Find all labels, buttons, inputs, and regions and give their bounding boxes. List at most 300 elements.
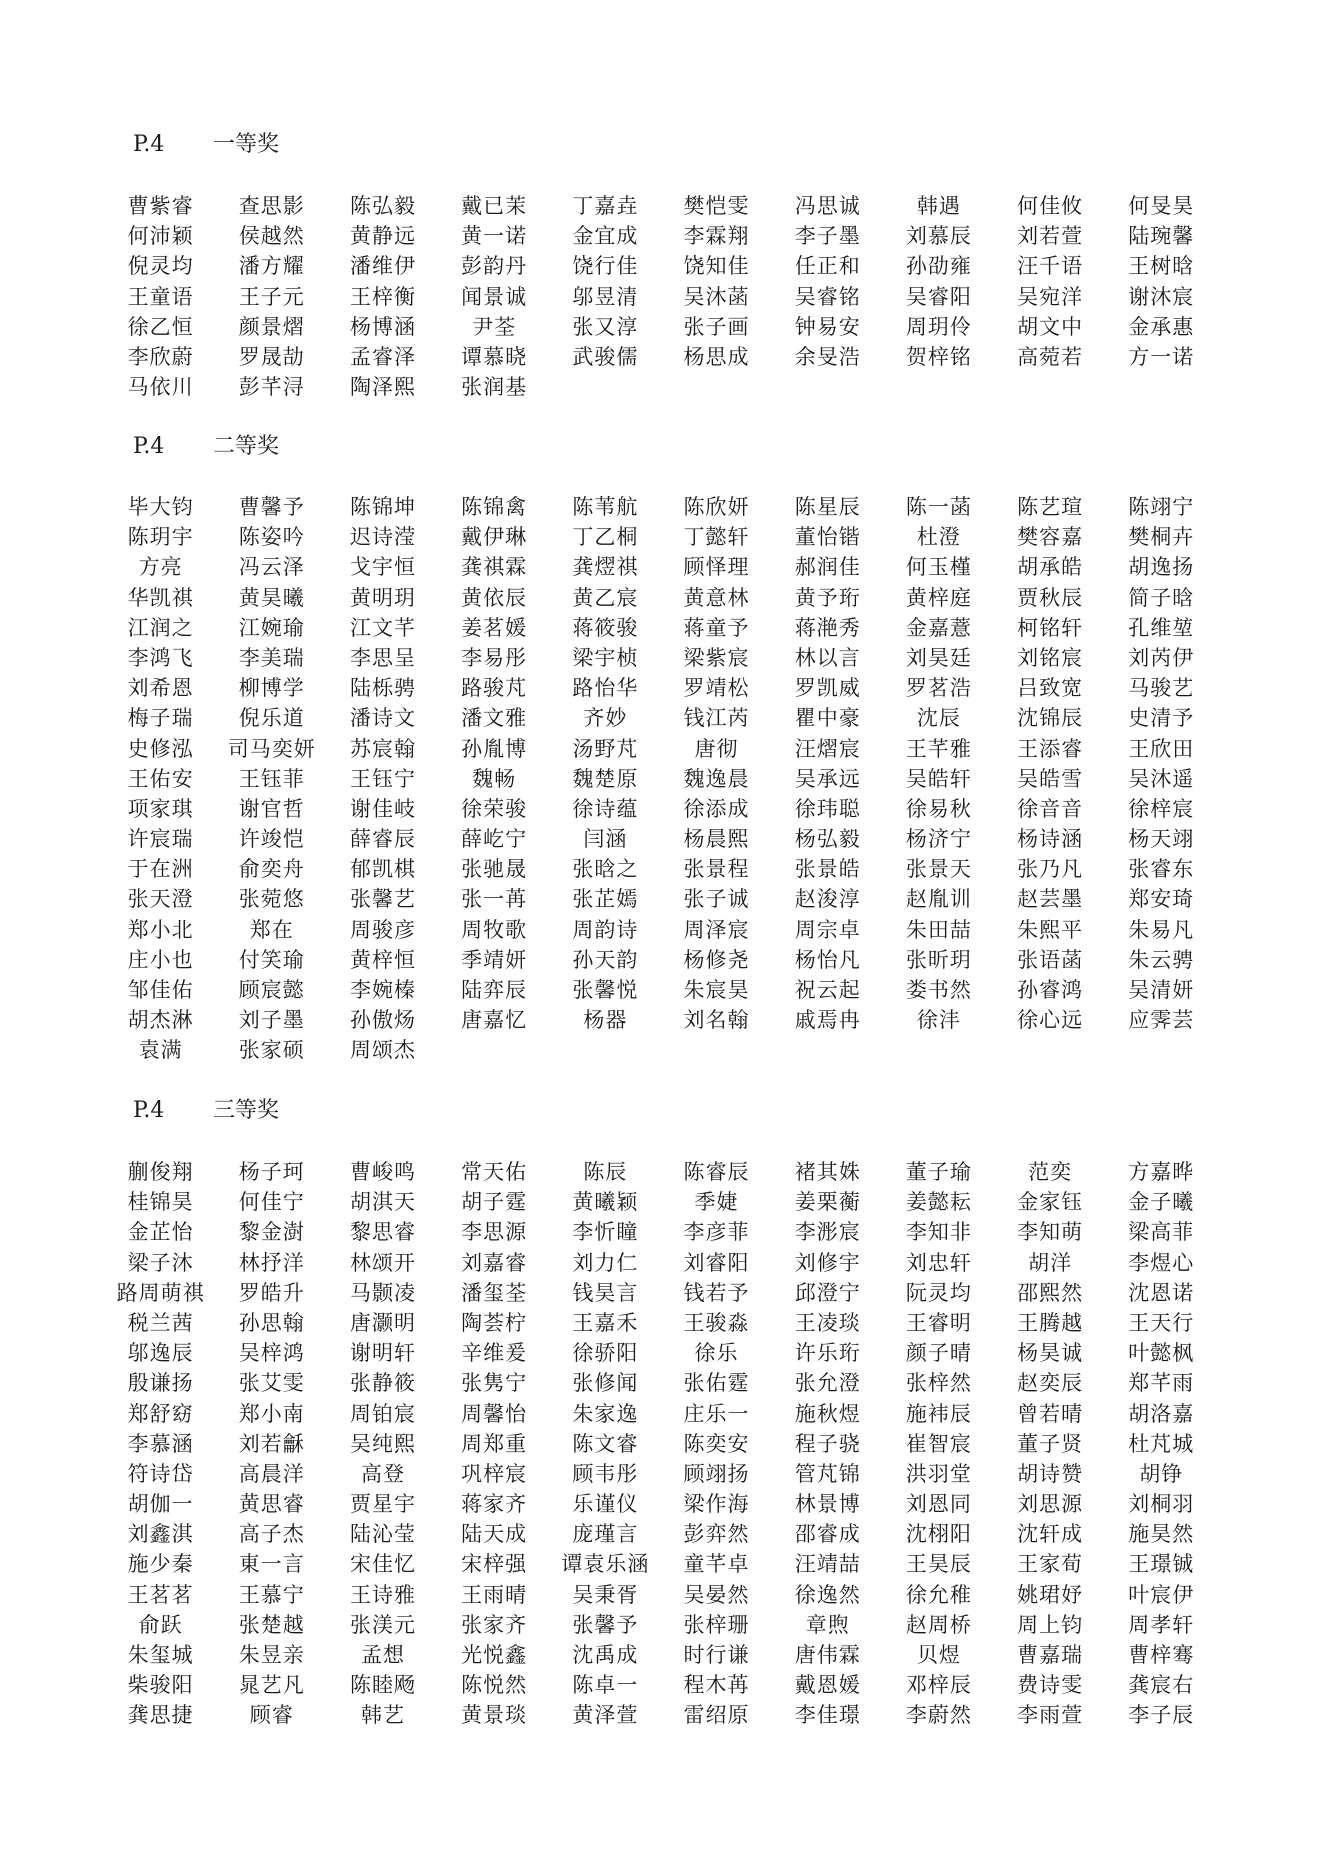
awardee-name: 陶泽熙 xyxy=(349,375,416,400)
name-row xyxy=(105,552,1217,582)
awardee-name: 贾秋辰 xyxy=(1017,585,1084,610)
awardee-name: 谭慕晓 xyxy=(461,344,528,369)
awardee-name: 陈欣妍 xyxy=(683,495,750,519)
awardee-name: 殷谦扬 xyxy=(127,1371,194,1396)
awardee-name: 史清予 xyxy=(1128,706,1195,731)
awardee-name: 张润基 xyxy=(461,375,528,400)
name-row xyxy=(105,854,1217,884)
awardee-name: 张允澄 xyxy=(794,1371,861,1396)
awardee-name: 张景天 xyxy=(905,857,972,882)
name-row xyxy=(105,1459,1217,1489)
awardee-name: 刘思源 xyxy=(1017,1492,1084,1517)
awardee-name: 柴骏阳 xyxy=(127,1673,194,1698)
awardee-name: 丁乙桐 xyxy=(572,525,639,550)
awardee-name: 吴沐遥 xyxy=(1128,766,1195,791)
awardee-name: 褚其姝 xyxy=(794,1160,861,1184)
awardee-name: 周韵诗 xyxy=(572,917,639,942)
awardee-name: 何沛颖 xyxy=(127,224,194,249)
awardee-name: 刘恩同 xyxy=(905,1492,972,1517)
awardee-name: 沈辰 xyxy=(916,706,961,731)
awardee-name: 陆天成 xyxy=(461,1522,528,1547)
awardee-name: 赵浚淳 xyxy=(794,887,861,912)
awardee-name: 刘鑫淇 xyxy=(127,1522,194,1547)
awardee-name: 张芷嫣 xyxy=(572,887,639,912)
awardee-name: 武骏儒 xyxy=(572,344,639,369)
awardee-name: 徐乐 xyxy=(694,1341,739,1366)
awardee-name: 李子墨 xyxy=(794,224,861,249)
awardee-name: 王腾越 xyxy=(1017,1310,1084,1335)
awardee-name: 崔智宸 xyxy=(905,1431,972,1456)
awardee-name: 李雨萱 xyxy=(1017,1703,1084,1728)
name-row xyxy=(105,734,1217,764)
awardee-name: 周骏彦 xyxy=(349,917,416,942)
awardee-name: 吴睿阳 xyxy=(905,284,972,309)
awardee-name: 张又淳 xyxy=(572,314,639,339)
awardee-name: 杨济宁 xyxy=(905,827,972,852)
awardee-name: 罗茗浩 xyxy=(905,676,972,701)
name-row xyxy=(105,1278,1217,1308)
awardee-name: 樊桐卉 xyxy=(1128,525,1195,550)
awardee-name: 朱玺城 xyxy=(127,1643,194,1667)
awardee-name: 黄一诺 xyxy=(461,224,528,249)
name-grid xyxy=(105,492,1217,1066)
awardee-name: 龚熤祺 xyxy=(572,555,639,580)
awardee-name: 钟易安 xyxy=(794,314,861,339)
awardee-name: 樊容嘉 xyxy=(1017,525,1084,550)
awardee-name: 陈苇航 xyxy=(572,495,639,519)
awardee-name: 陈锦禽 xyxy=(461,495,528,519)
awardee-name: 陈文睿 xyxy=(572,1431,639,1456)
awardee-name: 赵芸墨 xyxy=(1017,887,1084,912)
awardee-name: 谭袁乐涵 xyxy=(561,1552,650,1577)
awardee-name: 黄思睿 xyxy=(238,1492,305,1517)
awardee-name: 徐心远 xyxy=(1017,1008,1084,1033)
awardee-name: 祝云起 xyxy=(794,978,861,1002)
awardee-name: 顾怿理 xyxy=(683,555,750,580)
awardee-name: 叶宸伊 xyxy=(1128,1582,1195,1607)
awardee-name: 应霁芸 xyxy=(1128,1008,1195,1033)
awardee-name: 刘睿阳 xyxy=(683,1250,750,1275)
awardee-name: 何玉槿 xyxy=(905,555,972,580)
awardee-name: 李煜心 xyxy=(1128,1250,1195,1275)
awardee-name: 吴承远 xyxy=(794,766,861,791)
awardee-name: 邹佳佑 xyxy=(127,978,194,1002)
awardee-name: 陈一菡 xyxy=(905,495,972,519)
name-row xyxy=(105,1399,1217,1429)
awardee-name: 俞奕舟 xyxy=(238,857,305,882)
awardee-name: 孙睿鸿 xyxy=(1017,978,1084,1002)
awardee-name: 梁宇桢 xyxy=(572,645,639,670)
awardee-name: 陶荟柠 xyxy=(461,1310,528,1335)
awardee-name: 高登 xyxy=(360,1461,405,1486)
awardee-name: 陆琬馨 xyxy=(1128,224,1195,249)
name-row xyxy=(105,221,1217,251)
awardee-name: 张渼元 xyxy=(349,1612,416,1637)
awardee-name: 吴皓轩 xyxy=(905,766,972,791)
awardee-name: 庄小也 xyxy=(127,947,194,972)
awardee-name: 吴纯熙 xyxy=(349,1431,416,1456)
awardee-name: 柳博学 xyxy=(238,676,305,701)
name-row xyxy=(105,703,1217,733)
awardee-name: 王佑安 xyxy=(127,766,194,791)
awardee-name: 钱江芮 xyxy=(683,706,750,731)
awardee-name: 李鸿飞 xyxy=(127,645,194,670)
name-row xyxy=(105,251,1217,281)
awardee-name: 晁艺凡 xyxy=(238,1673,305,1698)
awardee-name: 赵奕辰 xyxy=(1017,1371,1084,1396)
awardee-name: 任正和 xyxy=(794,254,861,279)
awardee-name: 李蔚然 xyxy=(905,1703,972,1728)
name-row xyxy=(105,915,1217,945)
awardee-name: 胡逸扬 xyxy=(1128,555,1195,580)
awardee-name: 马颢凌 xyxy=(349,1280,416,1305)
awardee-name: 李彦菲 xyxy=(683,1220,750,1245)
awardee-name: 黄景琰 xyxy=(461,1703,528,1728)
name-row xyxy=(105,764,1217,794)
awardee-name: 戴恩媛 xyxy=(794,1673,861,1698)
awardee-name: 张乃凡 xyxy=(1017,857,1084,882)
name-row xyxy=(105,794,1217,824)
awardee-name: 林颂开 xyxy=(349,1250,416,1275)
awardee-name: 苏宸翰 xyxy=(349,736,416,761)
awardee-name: 饶行佳 xyxy=(572,254,639,279)
awardee-name: 罗皓升 xyxy=(238,1280,305,1305)
awardee-name: 项家琪 xyxy=(127,796,194,821)
awardee-name: 梁子沐 xyxy=(127,1250,194,1275)
awardee-name: 季婕 xyxy=(694,1190,739,1215)
awardee-name: 赵周桥 xyxy=(905,1612,972,1637)
awardee-name: 陆沁莹 xyxy=(349,1522,416,1547)
awardee-name: 顾睿 xyxy=(249,1703,294,1728)
awardee-name: 蒋滟秀 xyxy=(794,615,861,640)
awardee-name: 魏畅 xyxy=(472,766,517,791)
awardee-name: 徐逸然 xyxy=(794,1582,861,1607)
awardee-name: 方一诺 xyxy=(1128,344,1195,369)
awardee-name: 简子晗 xyxy=(1128,585,1195,610)
awardee-name: 黄曦颖 xyxy=(572,1190,639,1215)
awardee-name: 俞跃 xyxy=(138,1612,183,1637)
awardee-name: 徐允稚 xyxy=(905,1582,972,1607)
awardee-name: 李慕涵 xyxy=(127,1431,194,1456)
awardee-name: 李思呈 xyxy=(349,645,416,670)
awardee-name: 杨怡凡 xyxy=(794,947,861,972)
awardee-name: 郑芊雨 xyxy=(1128,1371,1195,1396)
awardee-name: 金芷怡 xyxy=(127,1220,194,1245)
awardee-name: 柯铭轩 xyxy=(1017,615,1084,640)
awardee-name: 徐添成 xyxy=(683,796,750,821)
awardee-name: 戚焉冉 xyxy=(794,1008,861,1033)
awardee-name: 黄梓恒 xyxy=(349,947,416,972)
awardee-name: 朱田喆 xyxy=(905,917,972,942)
awardee-name: 彭弈然 xyxy=(683,1522,750,1547)
awardee-name: 朱家逸 xyxy=(572,1401,639,1426)
awardee-name: 韩艺 xyxy=(360,1703,405,1728)
name-row xyxy=(105,583,1217,613)
awardee-name: 蒯俊翔 xyxy=(127,1160,194,1184)
awardee-name: 张天澄 xyxy=(127,887,194,912)
awardee-name: 杨器 xyxy=(583,1008,628,1033)
awardee-name: 高子杰 xyxy=(238,1522,305,1547)
awardee-name: 曹馨予 xyxy=(238,495,305,519)
awardee-name: 曹梓骞 xyxy=(1128,1643,1195,1667)
awardee-name: 张修闻 xyxy=(572,1371,639,1396)
awardee-name: 李忻瞳 xyxy=(572,1220,639,1245)
name-row xyxy=(105,1519,1217,1549)
awardee-name: 毕大钧 xyxy=(127,495,194,519)
awardee-name: 张语菡 xyxy=(1017,947,1084,972)
awardee-name: 陈辰 xyxy=(583,1160,628,1184)
awardee-name: 杨思成 xyxy=(683,344,750,369)
name-grid xyxy=(105,191,1217,402)
awardee-name: 徐玮聪 xyxy=(794,796,861,821)
name-row xyxy=(105,643,1217,673)
awardee-name: 王凌琰 xyxy=(794,1310,861,1335)
awardee-name: 徐梓宸 xyxy=(1128,796,1195,821)
awardee-name: 郑小南 xyxy=(238,1401,305,1426)
awardee-name: 郑舒窈 xyxy=(127,1401,194,1426)
awardee-name: 乐谨仪 xyxy=(572,1492,639,1517)
name-row xyxy=(105,613,1217,643)
awardee-name: 江文芊 xyxy=(349,615,416,640)
awardee-name: 赵胤训 xyxy=(905,887,972,912)
awardee-name: 张昕玥 xyxy=(905,947,972,972)
awardee-name: 刘若萱 xyxy=(1017,224,1084,249)
awardee-name: 周颂杰 xyxy=(349,1038,416,1063)
awardee-name: 杨弘毅 xyxy=(794,827,861,852)
awardee-name: 宋佳忆 xyxy=(349,1552,416,1577)
awardee-name: 黎思睿 xyxy=(349,1220,416,1245)
awardee-name: 陈星辰 xyxy=(794,495,861,519)
name-row xyxy=(105,1580,1217,1610)
awardee-name: 史修泓 xyxy=(127,736,194,761)
name-row xyxy=(105,1187,1217,1217)
awardee-name: 胡洛嘉 xyxy=(1128,1401,1195,1426)
awardee-name: 谢明轩 xyxy=(349,1341,416,1366)
name-row xyxy=(105,1157,1217,1187)
awardee-name: 黄昊曦 xyxy=(238,585,305,610)
awardee-name: 林景博 xyxy=(794,1492,861,1517)
awardee-name: 杨博涵 xyxy=(349,314,416,339)
awardee-name: 庞瑾言 xyxy=(572,1522,639,1547)
awardee-name: 金家钰 xyxy=(1017,1190,1084,1215)
awardee-name: 许宸瑞 xyxy=(127,827,194,852)
awardee-name: 龚祺霖 xyxy=(461,555,528,580)
awardee-name: 梅子瑞 xyxy=(127,706,194,731)
awardee-name: 王子元 xyxy=(238,284,305,309)
awardee-name: 刘铭宸 xyxy=(1017,645,1084,670)
awardee-name: 戈宇恒 xyxy=(349,555,416,580)
awardee-name: 顾宸懿 xyxy=(238,978,305,1002)
awardee-name: 杨子珂 xyxy=(238,1160,305,1184)
awardee-name: 刘昊廷 xyxy=(905,645,972,670)
name-row xyxy=(105,673,1217,703)
awardee-name: 邬昱清 xyxy=(572,284,639,309)
prize-title: 三等奖 xyxy=(213,1098,280,1123)
awardee-name: 胡洋 xyxy=(1028,1250,1073,1275)
awardee-name: 丁懿轩 xyxy=(683,525,750,550)
awardee-name: 汤野芃 xyxy=(572,736,639,761)
awardee-name: 罗靖松 xyxy=(683,676,750,701)
awardee-name: 管芃锦 xyxy=(794,1461,861,1486)
awardee-name: 孔维堃 xyxy=(1128,615,1195,640)
awardee-name: 林抒洋 xyxy=(238,1250,305,1275)
awardee-name: 邬逸辰 xyxy=(127,1341,194,1366)
awardee-name: 张家硕 xyxy=(238,1038,305,1063)
awardee-name: 郑小北 xyxy=(127,917,194,942)
awardee-name: 时行谦 xyxy=(683,1643,750,1667)
awardee-name: 周孝轩 xyxy=(1128,1612,1195,1637)
awardee-name: 李浵宸 xyxy=(794,1220,861,1245)
awardee-name: 黎金澍 xyxy=(238,1220,305,1245)
awardee-name: 邵睿成 xyxy=(794,1522,861,1547)
awardee-name: 施少秦 xyxy=(127,1552,194,1577)
awardee-name: 雷绍原 xyxy=(683,1703,750,1728)
awardee-name: 周郑重 xyxy=(461,1431,528,1456)
awardee-name: 叶懿枫 xyxy=(1128,1341,1195,1366)
awardee-name: 钱昊言 xyxy=(572,1280,639,1305)
awardee-name: 张睿东 xyxy=(1128,857,1195,882)
awardee-name: 吕致宽 xyxy=(1017,676,1084,701)
awardee-name: 刘名翰 xyxy=(683,1008,750,1033)
awardee-name: 方亮 xyxy=(138,555,183,580)
awardee-name: 龚宸右 xyxy=(1128,1673,1195,1698)
awardee-name: 黄静远 xyxy=(349,224,416,249)
name-row xyxy=(105,522,1217,552)
awardee-name: 陈翊宁 xyxy=(1128,495,1195,519)
awardee-name: 周上钧 xyxy=(1017,1612,1084,1637)
awardee-name: 董子贤 xyxy=(1017,1431,1084,1456)
awardee-name: 戴已茉 xyxy=(461,194,528,218)
awardee-name: 杨诗涵 xyxy=(1017,827,1084,852)
awardee-name: 王钰宁 xyxy=(349,766,416,791)
awardee-name: 吴晏然 xyxy=(683,1582,750,1607)
awardee-name: 朱熙平 xyxy=(1017,917,1084,942)
awardee-name: 司马奕妍 xyxy=(227,736,316,761)
awardee-name: 徐乙恒 xyxy=(127,314,194,339)
awardee-name: 张静筱 xyxy=(349,1371,416,1396)
awardee-name: 刘希恩 xyxy=(127,676,194,701)
awardee-name: 刘嘉睿 xyxy=(461,1250,528,1275)
awardee-name: 刘桐羽 xyxy=(1128,1492,1195,1517)
awardee-name: 姜懿耘 xyxy=(905,1190,972,1215)
name-row xyxy=(105,1338,1217,1368)
awardee-name: 胡承皓 xyxy=(1017,555,1084,580)
awardee-name: 齐妙 xyxy=(583,706,628,731)
awardee-name: 潘文雅 xyxy=(461,706,528,731)
awardee-name: 张梓珊 xyxy=(683,1612,750,1637)
awardee-name: 孙思翰 xyxy=(238,1310,305,1335)
awardee-name: 潘方耀 xyxy=(238,254,305,279)
awardee-name: 李美瑞 xyxy=(238,645,305,670)
awardee-name: 董子瑜 xyxy=(905,1160,972,1184)
awardee-name: 江润之 xyxy=(127,615,194,640)
awardee-name: 彭韵丹 xyxy=(461,254,528,279)
awardee-name: 张一苒 xyxy=(461,887,528,912)
awardee-name: 蒋家齐 xyxy=(461,1492,528,1517)
awardee-name: 彭芊浔 xyxy=(238,375,305,400)
name-row xyxy=(105,1640,1217,1670)
awardee-name: 张子画 xyxy=(683,314,750,339)
awardee-name: 许乐珩 xyxy=(794,1341,861,1366)
awardee-name: 姜栗蘅 xyxy=(794,1190,861,1215)
awardee-name: 邱澄宁 xyxy=(794,1280,861,1305)
awardee-name: 蒋童予 xyxy=(683,615,750,640)
awardee-name: 娄书然 xyxy=(905,978,972,1002)
awardee-name: 黄依辰 xyxy=(461,585,528,610)
awardee-name: 马骏艺 xyxy=(1128,676,1195,701)
awardee-name: 杨晨熙 xyxy=(683,827,750,852)
awardee-name: 孙胤博 xyxy=(461,736,528,761)
awardee-name: 陆栎骋 xyxy=(349,676,416,701)
awardee-name: 程木苒 xyxy=(683,1673,750,1698)
name-row xyxy=(105,1429,1217,1459)
awardee-name: 陈悦然 xyxy=(461,1673,528,1698)
awardee-name: 李知非 xyxy=(905,1220,972,1245)
awardee-name: 姜茗媛 xyxy=(461,615,528,640)
awardee-name: 刘芮伊 xyxy=(1128,645,1195,670)
awardee-name: 辛维爰 xyxy=(461,1341,528,1366)
awardee-name: 路骏芃 xyxy=(461,676,528,701)
awardee-name: 查思影 xyxy=(238,194,305,218)
name-row xyxy=(105,492,1217,522)
awardee-name: 王茗茗 xyxy=(127,1582,194,1607)
awardee-name: 徐骄阳 xyxy=(572,1341,639,1366)
name-row xyxy=(105,945,1217,975)
awardee-name: 陈艺瑄 xyxy=(1017,495,1084,519)
awardee-name: 谢官哲 xyxy=(238,796,305,821)
awardee-name: 王欣田 xyxy=(1128,736,1195,761)
awardee-name: 江婉瑜 xyxy=(238,615,305,640)
awardee-name: 闻景诚 xyxy=(461,284,528,309)
awardee-name: 杜澄 xyxy=(916,525,961,550)
awardee-name: 姚珺妤 xyxy=(1017,1582,1084,1607)
awardee-name: 尹荃 xyxy=(472,314,517,339)
awardee-name: 余旻浩 xyxy=(794,344,861,369)
awardee-name: 邓梓辰 xyxy=(905,1673,972,1698)
awardee-name: 吴皓雪 xyxy=(1017,766,1084,791)
awardee-name: 刘修宇 xyxy=(794,1250,861,1275)
awardee-name: 洪羽堂 xyxy=(905,1461,972,1486)
name-row xyxy=(105,372,1217,402)
awardee-name: 董怡锴 xyxy=(794,525,861,550)
awardee-name: 张驰晟 xyxy=(461,857,528,882)
awardee-name: 张馨予 xyxy=(572,1612,639,1637)
awardee-name: 沈锦辰 xyxy=(1017,706,1084,731)
awardee-name: 陈弘毅 xyxy=(349,194,416,218)
awardee-name: 饶知佳 xyxy=(683,254,750,279)
awardee-name: 沈轩成 xyxy=(1017,1522,1084,1547)
name-row xyxy=(105,824,1217,854)
name-row xyxy=(105,191,1217,221)
awardee-name: 张楚越 xyxy=(238,1612,305,1637)
awardee-name: 倪乐道 xyxy=(238,706,305,731)
awardee-name: 周铂宸 xyxy=(349,1401,416,1426)
awardee-name: 唐彻 xyxy=(694,736,739,761)
awardee-name: 王梓衡 xyxy=(349,284,416,309)
awardee-name: 何佳攸 xyxy=(1017,194,1084,218)
awardee-name: 路怡华 xyxy=(572,676,639,701)
awardee-name: 光悦鑫 xyxy=(461,1643,528,1667)
name-row xyxy=(105,975,1217,1005)
awardee-name: 李佳璟 xyxy=(794,1703,861,1728)
awardee-name: 张艾雯 xyxy=(238,1371,305,1396)
section-heading xyxy=(133,1091,279,1131)
awardee-name: 李易彤 xyxy=(461,645,528,670)
awardee-name: 薛屹宁 xyxy=(461,827,528,852)
awardee-name: 金承惠 xyxy=(1128,314,1195,339)
awardee-name: 程子骁 xyxy=(794,1431,861,1456)
awardee-name: 杜芃城 xyxy=(1128,1431,1195,1456)
